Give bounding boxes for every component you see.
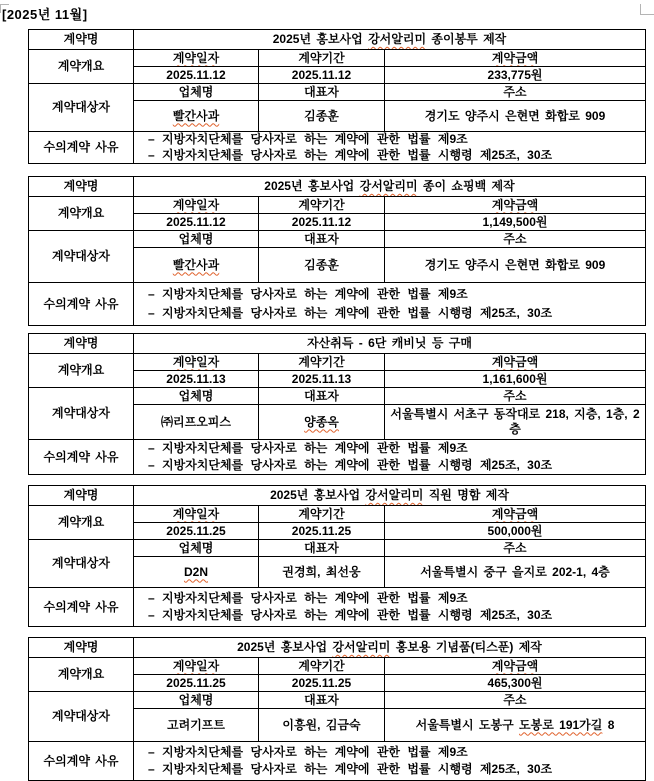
plain-text: 종이 쇼핑백 제작	[417, 179, 515, 193]
plain-text: 권경희, 최선웅	[282, 564, 361, 579]
contract-name-value	[134, 638, 646, 658]
row-label-overview: 계약개요	[29, 658, 134, 692]
plain-text: 직원 명함 제작	[423, 488, 509, 502]
reason-lines	[136, 132, 643, 163]
row-label-contract-name: 계약명	[29, 486, 134, 506]
reason-line-2: – 지방자치단체를 당사자로 하는 계약에 관한 법률 시행령 제25조, 30조	[148, 147, 553, 162]
plain-text: 2025년 홍보사업	[272, 32, 369, 46]
plain-text: 2025년 홍보사업	[264, 179, 360, 193]
row-label-contract-name: 계약명	[29, 30, 134, 50]
contract-table-4	[28, 485, 646, 627]
col-header-amount: 계약금액	[385, 50, 646, 67]
row-label-reason: 수의계약 사유	[29, 132, 134, 164]
amount-value: 500,000원	[385, 523, 646, 540]
representative-value	[259, 557, 385, 588]
reason-cell	[134, 283, 646, 326]
row-label-reason: 수의계약 사유	[29, 440, 134, 475]
reason-line-2: – 지방자치단체를 당사자로 하는 계약에 관한 법률 시행령 제25조, 30조	[148, 457, 553, 472]
row-label-contract-name: 계약명	[29, 334, 134, 354]
page-corner-mark-right	[640, 4, 654, 15]
row-label-contractor: 계약대상자	[29, 84, 134, 132]
col-header-period: 계약기간	[259, 354, 385, 371]
company-value	[134, 248, 259, 283]
contract-name-value	[134, 177, 646, 197]
contract-name-value	[134, 486, 646, 506]
plain-text: 김종훈	[304, 257, 339, 272]
plain-text: 서울특별시 도봉구	[415, 717, 520, 732]
spellcheck-wavy-text: D2N	[183, 564, 208, 579]
amount-value: 1,149,500원	[385, 214, 646, 231]
period-value: 2025.11.25	[259, 523, 385, 540]
representative-value	[259, 248, 385, 283]
plain-text: 서울특별시 중구 을지로 202-1, 4층	[420, 564, 610, 579]
address-value	[385, 557, 646, 588]
col-header-period: 계약기간	[259, 50, 385, 67]
date-value: 2025.11.12	[134, 214, 259, 231]
reason-line-1: – 지방자치단체를 당사자로 하는 계약에 관한 법률 제9조	[148, 590, 468, 605]
col-header-period: 계약기간	[259, 197, 385, 214]
reason-line-1: – 지방자치단체를 당사자로 하는 계약에 관한 법률 제9조	[148, 744, 468, 759]
period-value: 2025.11.12	[259, 67, 385, 84]
amount-value: 233,775원	[385, 67, 646, 84]
representative-value	[259, 709, 385, 742]
col-header-company: 업체명	[134, 84, 259, 101]
company-value	[134, 405, 259, 440]
col-header-representative: 대표자	[259, 231, 385, 248]
date-value: 2025.11.25	[134, 523, 259, 540]
company-value	[134, 101, 259, 132]
contract-name-value	[134, 334, 646, 354]
plain-text: 자산취득 - 6단 캐비닛 등 구매	[307, 336, 472, 350]
col-header-date: 계약일자	[134, 354, 259, 371]
col-header-amount: 계약금액	[385, 506, 646, 523]
row-label-overview: 계약개요	[29, 197, 134, 231]
reason-cell	[134, 742, 646, 781]
reason-lines	[136, 283, 643, 325]
period-value: 2025.11.12	[259, 214, 385, 231]
col-header-address: 주소	[385, 84, 646, 101]
amount-value: 465,300원	[385, 675, 646, 692]
representative-value	[259, 101, 385, 132]
plain-text: 2025년 홍보사업	[237, 640, 333, 654]
col-header-amount: 계약금액	[385, 658, 646, 675]
col-header-company: 업체명	[134, 692, 259, 709]
period-value: 2025.11.13	[259, 371, 385, 388]
row-label-contract-name: 계약명	[29, 177, 134, 197]
col-header-company: 업체명	[134, 231, 259, 248]
amount-value: 1,161,600원	[385, 371, 646, 388]
row-label-overview: 계약개요	[29, 506, 134, 540]
spellcheck-wavy-text: 강서알리미	[365, 488, 424, 502]
plain-text: 경기도 양주시 은현면 화합로 909	[424, 108, 606, 123]
reason-line-2: – 지방자치단체를 당사자로 하는 계약에 관한 법률 시행령 제25조, 30조	[148, 762, 553, 777]
plain-text: 경기도 양주시 은현면 화합로 909	[424, 257, 606, 272]
address-value	[385, 101, 646, 132]
plain-text: 2025년 홍보사업	[270, 488, 366, 502]
reason-line-1: – 지방자치단체를 당사자로 하는 계약에 관한 법률 제9조	[148, 287, 468, 301]
plain-text: 종이봉투 제작	[426, 32, 507, 46]
row-label-overview: 계약개요	[29, 50, 134, 84]
col-header-date: 계약일자	[134, 658, 259, 675]
col-header-company: 업체명	[134, 388, 259, 405]
contract-table-2	[28, 176, 646, 326]
plain-text: 이흥원, 김금숙	[282, 717, 361, 732]
spellcheck-wavy-text: 강서알리미	[332, 640, 391, 654]
col-header-representative: 대표자	[259, 388, 385, 405]
plain-text: ㈜리프오피스	[161, 414, 231, 429]
col-header-company: 업체명	[134, 540, 259, 557]
reason-cell	[134, 440, 646, 475]
reason-lines	[136, 588, 643, 626]
col-header-address: 주소	[385, 231, 646, 248]
period-value: 2025.11.25	[259, 675, 385, 692]
spellcheck-wavy-text: 빨간사과	[172, 257, 220, 272]
row-label-reason: 수의계약 사유	[29, 588, 134, 627]
reason-cell	[134, 588, 646, 627]
company-value	[134, 557, 259, 588]
col-header-date: 계약일자	[134, 50, 259, 67]
plain-text: 서울특별시 서초구 동작대로 218, 지층, 1층, 2층	[390, 407, 640, 436]
spellcheck-wavy-text: 빨간사과	[172, 108, 220, 123]
row-label-contractor: 계약대상자	[29, 540, 134, 588]
col-header-amount: 계약금액	[385, 197, 646, 214]
plain-text: 김종훈	[304, 108, 339, 123]
col-header-amount: 계약금액	[385, 354, 646, 371]
reason-line-2: – 지방자치단체를 당사자로 하는 계약에 관한 법률 시행령 제25조, 30조	[148, 306, 553, 320]
contract-table-3	[28, 333, 646, 475]
spellcheck-wavy-text: 강서알리미	[359, 179, 418, 193]
reason-line-1: – 지방자치단체를 당사자로 하는 계약에 관한 법률 제9조	[148, 132, 468, 147]
row-label-contractor: 계약대상자	[29, 231, 134, 283]
contract-name-value	[134, 30, 646, 50]
company-value	[134, 709, 259, 742]
contract-table-1	[28, 29, 646, 164]
col-header-address: 주소	[385, 540, 646, 557]
date-value: 2025.11.13	[134, 371, 259, 388]
row-label-reason: 수의계약 사유	[29, 283, 134, 326]
reason-cell	[134, 132, 646, 164]
col-header-period: 계약기간	[259, 658, 385, 675]
col-header-address: 주소	[385, 692, 646, 709]
reason-line-1: – 지방자치단체를 당사자로 하는 계약에 관한 법률 제9조	[148, 441, 468, 456]
col-header-representative: 대표자	[259, 540, 385, 557]
representative-value	[259, 405, 385, 440]
address-value	[385, 405, 646, 440]
row-label-reason: 수의계약 사유	[29, 742, 134, 781]
plain-text: 홍보용 기념품(티스푼) 제작	[390, 640, 542, 654]
address-value	[385, 248, 646, 283]
spellcheck-wavy-text: 양종옥	[304, 414, 339, 429]
plain-text: 고려기프트	[167, 717, 225, 732]
spellcheck-wavy-text: 도봉로 191가길	[519, 717, 603, 732]
date-value: 2025.11.25	[134, 675, 259, 692]
col-header-address: 주소	[385, 388, 646, 405]
page-title: [2025년 11월]	[2, 7, 88, 22]
reason-line-2: – 지방자치단체를 당사자로 하는 계약에 관한 법률 시행령 제25조, 30조	[148, 608, 553, 623]
col-header-representative: 대표자	[259, 692, 385, 709]
row-label-overview: 계약개요	[29, 354, 134, 388]
row-label-contract-name: 계약명	[29, 638, 134, 658]
spellcheck-wavy-text: 강서알리미	[368, 32, 427, 46]
plain-text: 8	[602, 717, 615, 732]
row-label-contractor: 계약대상자	[29, 388, 134, 440]
contract-table-5	[28, 637, 646, 781]
reason-lines	[136, 742, 643, 780]
col-header-date: 계약일자	[134, 506, 259, 523]
reason-lines	[136, 440, 643, 474]
row-label-contractor: 계약대상자	[29, 692, 134, 742]
col-header-period: 계약기간	[259, 506, 385, 523]
address-value	[385, 709, 646, 742]
date-value: 2025.11.12	[134, 67, 259, 84]
page-corner-mark-left	[0, 4, 9, 13]
col-header-representative: 대표자	[259, 84, 385, 101]
col-header-date: 계약일자	[134, 197, 259, 214]
